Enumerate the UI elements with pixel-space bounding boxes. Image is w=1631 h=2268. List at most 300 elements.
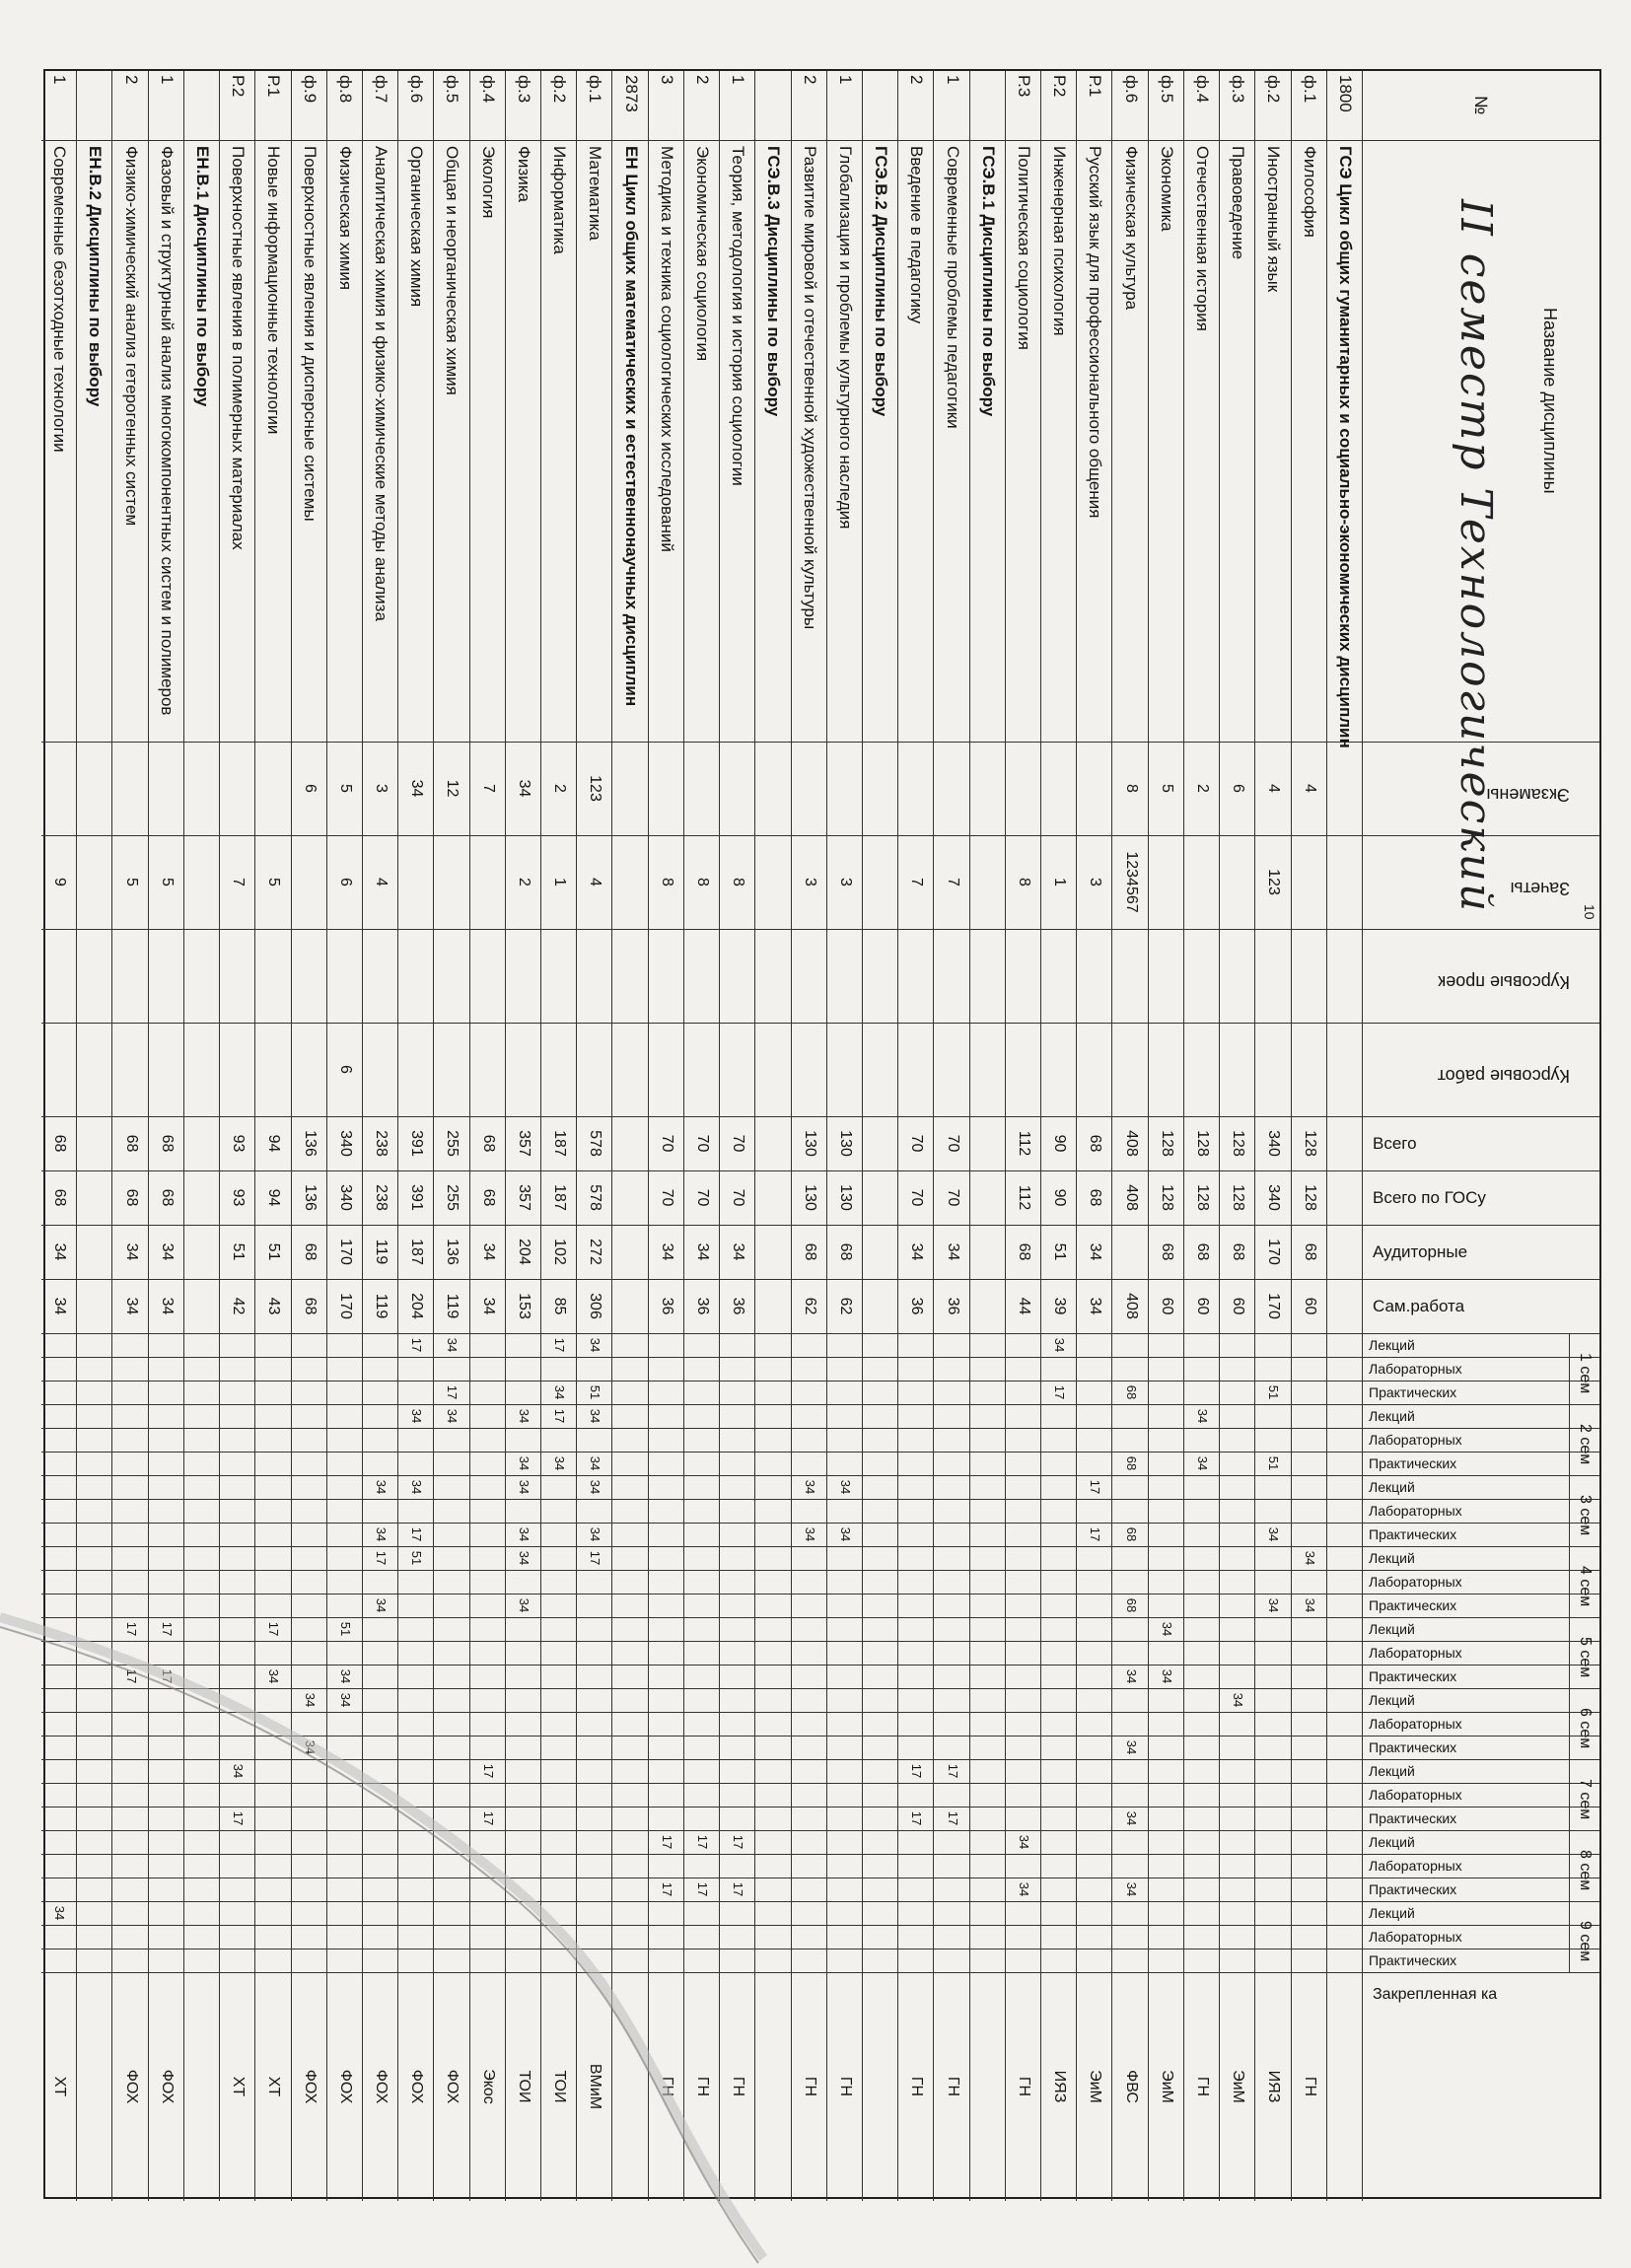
- cell-self: 36: [694, 1297, 711, 1315]
- semester-header-line: [1569, 1688, 1570, 1759]
- column-divider: [41, 1546, 1599, 1547]
- cell-self: 60: [1301, 1297, 1318, 1315]
- cell-aud: 170: [1265, 1239, 1283, 1265]
- cell-gos: 340: [1265, 1184, 1283, 1211]
- semester-header-line: [1569, 1759, 1570, 1830]
- cell-s7p: 17: [231, 1810, 247, 1826]
- cell-credit: 2: [515, 878, 532, 886]
- cell-exam: 3: [373, 784, 390, 793]
- cell-dept: ЭиМ: [1230, 2070, 1247, 2103]
- cell-total: 408: [1122, 1130, 1140, 1157]
- row-divider: [897, 71, 898, 2201]
- cell-dept: ГН: [944, 2076, 961, 2097]
- column-header-credit: Зачеты: [1510, 879, 1570, 898]
- handwritten-note: II семестр Технологический: [1451, 199, 1501, 914]
- cell-gos: 357: [515, 1184, 532, 1211]
- discipline-name: Развитие мировой и отечественной художественной культуры: [800, 146, 819, 630]
- row-code: 1800: [1335, 75, 1355, 112]
- cell-total: 70: [908, 1134, 926, 1153]
- cell-aud: 34: [908, 1242, 926, 1261]
- cell-exam: 4: [1265, 784, 1283, 793]
- cell-gos: 130: [836, 1184, 854, 1211]
- cell-aud: 68: [301, 1242, 319, 1261]
- cell-gos: 93: [230, 1188, 248, 1207]
- cell-credit: 7: [944, 878, 961, 886]
- cell-s1l: 34: [1052, 1337, 1068, 1353]
- discipline-name: Философия: [1300, 146, 1319, 238]
- cell-s3p: 34: [516, 1526, 532, 1542]
- cell-s3p: 34: [802, 1526, 817, 1542]
- semester-header-3: 3 сем: [1577, 1495, 1594, 1536]
- section-title: ЕН.В.2 Дисциплины по выбору: [86, 146, 106, 407]
- cell-total: 187: [551, 1130, 569, 1157]
- row-divider: [254, 71, 255, 2201]
- semester-header-4: 4 сем: [1577, 1566, 1594, 1607]
- cell-s5p: 17: [159, 1668, 175, 1684]
- cell-s8p: 17: [731, 1881, 746, 1897]
- cell-s7p: 17: [945, 1810, 960, 1826]
- discipline-name: Русский язык для профессионального общения: [1086, 146, 1105, 519]
- cell-total: 128: [1158, 1130, 1175, 1157]
- cell-aud: 136: [444, 1239, 461, 1265]
- cell-self: 34: [158, 1297, 176, 1315]
- column-header-number: №: [1471, 96, 1491, 115]
- discipline-name: Современные безотходные технологии: [50, 146, 70, 453]
- column-divider: [41, 1570, 1599, 1571]
- cell-s5p: 34: [266, 1668, 282, 1684]
- row-code: 2873: [621, 75, 641, 112]
- cell-total: 68: [1087, 1134, 1104, 1153]
- cell-credit: 7: [230, 878, 248, 886]
- cell-credit: 8: [658, 878, 675, 886]
- column-header-proj: Курсовые проек: [1438, 972, 1570, 992]
- column-divider: [41, 1759, 1599, 1760]
- row-divider: [1040, 71, 1041, 2201]
- cell-self: 62: [836, 1297, 854, 1315]
- cell-aud: 272: [587, 1239, 604, 1265]
- column-divider: [41, 1901, 1599, 1902]
- cell-self: 68: [301, 1297, 319, 1315]
- cell-s1l: 17: [409, 1337, 425, 1353]
- cell-total: 70: [730, 1134, 747, 1153]
- cell-s6p: 34: [1123, 1739, 1139, 1755]
- cell-gos: 94: [265, 1188, 283, 1207]
- cell-aud: 119: [373, 1239, 390, 1265]
- section-title: ГСЭ.В.1 Дисциплины по выбору: [978, 146, 998, 417]
- semester-subheader: Практических: [1369, 1810, 1457, 1826]
- semester-subheader: Лекций: [1369, 1763, 1415, 1779]
- cell-s5l: 17: [266, 1621, 282, 1637]
- cell-gos: 90: [1051, 1188, 1069, 1207]
- cell-s6p: 34: [302, 1739, 318, 1755]
- semester-header-line: [1569, 1546, 1570, 1617]
- cell-s1p: 17: [1052, 1384, 1068, 1400]
- cell-exam: 5: [1158, 784, 1175, 793]
- cell-credit: 3: [801, 878, 818, 886]
- section-title: ЕН.В.1 Дисциплины по выбору: [192, 146, 212, 407]
- cell-dept: ЭиМ: [1158, 2070, 1175, 2103]
- cell-dept: ФОХ: [336, 2069, 354, 2104]
- cell-s6l: 34: [1231, 1692, 1246, 1708]
- discipline-name: Физическая культура: [1121, 146, 1141, 311]
- cell-total: 128: [1301, 1130, 1318, 1157]
- cell-aud: 68: [836, 1242, 854, 1261]
- row-divider: [326, 71, 327, 2201]
- cell-s3p: 34: [1266, 1526, 1282, 1542]
- cell-s8p: 34: [1123, 1881, 1139, 1897]
- row-divider: [111, 71, 112, 2201]
- row-divider: [1219, 71, 1220, 2201]
- column-header-aud: Аудиторные: [1373, 1242, 1468, 1261]
- cell-credit: 1: [551, 878, 569, 886]
- column-header-total: Всего: [1373, 1134, 1417, 1153]
- row-divider: [1076, 71, 1077, 2201]
- cell-self: 85: [551, 1297, 569, 1315]
- column-divider: [41, 1830, 1599, 1831]
- row-divider: [1148, 71, 1149, 2201]
- row-code: ф.5: [443, 75, 462, 104]
- row-divider: [1291, 71, 1292, 2201]
- cell-s2p: 34: [552, 1455, 568, 1471]
- cell-s2p: 34: [516, 1455, 532, 1471]
- column-header-name: Название дисциплины: [1540, 308, 1560, 494]
- row-code: 2: [121, 75, 141, 85]
- row-divider: [291, 71, 292, 2201]
- semester-subheader: Практических: [1369, 1739, 1457, 1755]
- discipline-name: Поверхностные явления и дисперсные системы: [300, 146, 319, 522]
- cell-s7l: 17: [945, 1763, 960, 1779]
- cell-gos: 70: [694, 1188, 711, 1207]
- discipline-name: Физико-химический анализ гетерогенных систем: [121, 146, 141, 527]
- semester-header-8: 8 сем: [1577, 1850, 1594, 1891]
- cell-s5l: 17: [123, 1621, 139, 1637]
- cell-aud: 51: [265, 1242, 283, 1261]
- cell-aud: 34: [51, 1242, 69, 1261]
- semester-header-5: 5 сем: [1577, 1637, 1594, 1678]
- cell-s1l: 17: [552, 1337, 568, 1353]
- cell-s5l: 34: [1159, 1621, 1174, 1637]
- cell-s3l: 34: [588, 1479, 603, 1495]
- cell-dept: ФОХ: [301, 2069, 319, 2104]
- row-code: ф.6: [407, 75, 427, 104]
- cell-self: 36: [730, 1297, 747, 1315]
- cell-gos: 68: [158, 1188, 176, 1207]
- cell-s4p: 68: [1123, 1597, 1139, 1613]
- discipline-name: Глобализация и проблемы культурного наследия: [835, 146, 855, 530]
- discipline-name: Экономическая социология: [693, 146, 712, 362]
- cell-aud: 34: [730, 1242, 747, 1261]
- semester-subheader: Лабораторных: [1369, 1574, 1462, 1590]
- cell-dept: ГН: [836, 2076, 854, 2097]
- column-header-gos: Всего по ГОСу: [1373, 1188, 1486, 1207]
- cell-dept: ГН: [801, 2076, 818, 2097]
- cell-s1l: 34: [445, 1337, 461, 1353]
- cell-s8p: 34: [1016, 1881, 1031, 1897]
- column-divider: [41, 929, 1599, 930]
- cell-credit: 1: [1051, 878, 1069, 886]
- row-divider: [933, 71, 934, 2201]
- cell-credit: 7: [908, 878, 926, 886]
- discipline-name: Информатика: [550, 146, 570, 254]
- cell-total: 94: [265, 1134, 283, 1153]
- semester-subheader: Практических: [1369, 1384, 1457, 1400]
- row-code: ф.2: [1264, 75, 1284, 104]
- row-code: Р.3: [1014, 75, 1033, 98]
- semester-subheader: Лабораторных: [1369, 1432, 1462, 1448]
- cell-exam: 34: [515, 779, 532, 798]
- cell-credit: 5: [122, 878, 140, 886]
- cell-s2l: 34: [516, 1408, 532, 1424]
- cell-aud: 34: [1087, 1242, 1104, 1261]
- cell-aud: 34: [158, 1242, 176, 1261]
- row-code: ф.9: [300, 75, 319, 104]
- discipline-name: Общая и неорганическая химия: [443, 146, 462, 395]
- cell-s5p: 34: [337, 1668, 353, 1684]
- cell-self: 34: [1087, 1297, 1104, 1315]
- semester-subheader: Практических: [1369, 1455, 1457, 1471]
- cell-exam: 34: [408, 779, 426, 798]
- cell-dept: ТОИ: [515, 2070, 532, 2103]
- cell-exam: 123: [587, 775, 604, 802]
- cell-self: 306: [587, 1293, 604, 1319]
- cell-gos: 70: [944, 1188, 961, 1207]
- column-divider: [41, 1023, 1599, 1024]
- column-divider: [41, 1854, 1599, 1855]
- cell-s7l: 17: [480, 1763, 496, 1779]
- cell-aud: 187: [408, 1239, 426, 1265]
- cell-aud: 51: [230, 1242, 248, 1261]
- cell-self: 119: [373, 1293, 390, 1319]
- cell-total: 68: [158, 1134, 176, 1153]
- cell-dept: ГН: [1194, 2076, 1212, 2097]
- row-code: Р.1: [264, 75, 284, 98]
- row-code: 1: [943, 75, 962, 85]
- cell-total: 340: [1265, 1130, 1283, 1157]
- cell-s1p: 51: [588, 1384, 603, 1400]
- cell-s1p: 17: [445, 1384, 461, 1400]
- cell-s2p: 34: [588, 1455, 603, 1471]
- row-code: 3: [657, 75, 676, 85]
- cell-s5p: 17: [123, 1668, 139, 1684]
- column-divider: [41, 1641, 1599, 1642]
- cell-self: 153: [515, 1293, 532, 1319]
- semester-header-9: 9 сем: [1577, 1921, 1594, 1962]
- row-divider: [791, 71, 792, 2201]
- discipline-name: Методика и техника социологических исследований: [657, 146, 676, 552]
- cell-total: 112: [1015, 1130, 1032, 1157]
- column-header-assigned: Закрепленная ка: [1373, 1986, 1498, 2003]
- cell-self: 36: [908, 1297, 926, 1315]
- cell-s3l: 34: [374, 1479, 390, 1495]
- cell-total: 340: [336, 1130, 354, 1157]
- cell-credit: 4: [373, 878, 390, 886]
- cell-dept: ФВС: [1122, 2070, 1140, 2103]
- semester-subheader: Лекций: [1369, 1905, 1415, 1921]
- cell-self: 39: [1051, 1297, 1069, 1315]
- cell-exam: 12: [444, 779, 461, 798]
- cell-gos: 255: [444, 1184, 461, 1211]
- cell-gos: 68: [122, 1188, 140, 1207]
- row-divider: [433, 71, 434, 2201]
- cell-dept: ТОИ: [551, 2070, 569, 2103]
- column-divider: [41, 140, 1599, 141]
- cell-s4p: 34: [374, 1597, 390, 1613]
- cell-s3l: 17: [1088, 1479, 1103, 1495]
- column-divider: [41, 1712, 1599, 1713]
- semester-header-6: 6 сем: [1577, 1708, 1594, 1749]
- cell-self: 204: [408, 1293, 426, 1319]
- cell-self: 170: [336, 1293, 354, 1319]
- cell-s7p: 17: [909, 1810, 925, 1826]
- cell-self: 408: [1122, 1293, 1140, 1319]
- row-code: 2: [800, 75, 819, 85]
- row-divider: [397, 71, 398, 2201]
- cell-s2l: 34: [409, 1408, 425, 1424]
- cell-exam: 7: [479, 784, 497, 793]
- cell-total: 238: [373, 1130, 390, 1157]
- cell-s3l: 34: [802, 1479, 817, 1495]
- row-code: 1: [50, 75, 70, 85]
- cell-total: 130: [836, 1130, 854, 1157]
- cell-total: 70: [658, 1134, 675, 1153]
- cell-s1p: 68: [1123, 1384, 1139, 1400]
- cell-gos: 68: [1087, 1188, 1104, 1207]
- cell-gos: 130: [801, 1184, 818, 1211]
- cell-s4p: 34: [516, 1597, 532, 1613]
- semester-subheader: Лабораторных: [1369, 1858, 1462, 1874]
- section-title: ЕН Цикл общих математических и естественнонаучных дисциплин: [621, 146, 641, 707]
- cell-exam: 4: [1301, 784, 1318, 793]
- cell-dept: ФОХ: [122, 2069, 140, 2104]
- row-code: ф.1: [586, 75, 605, 104]
- row-code: ф.1: [1300, 75, 1319, 104]
- cell-s1l: 34: [588, 1337, 603, 1353]
- row-divider: [1254, 71, 1255, 2201]
- cell-gos: 391: [408, 1184, 426, 1211]
- cell-s8l: 17: [695, 1834, 710, 1850]
- cell-dept: ХТ: [230, 2076, 248, 2097]
- cell-gos: 136: [301, 1184, 319, 1211]
- row-code: ф.4: [478, 75, 498, 104]
- section-title: ГСЭ.В.2 Дисциплины по выбору: [872, 146, 891, 417]
- semester-header-2: 2 сем: [1577, 1424, 1594, 1465]
- row-divider: [576, 71, 577, 2201]
- cell-s9l: 34: [52, 1905, 68, 1921]
- row-divider: [611, 71, 612, 2201]
- cell-total: 128: [1230, 1130, 1247, 1157]
- cell-aud: 51: [1051, 1242, 1069, 1261]
- cell-s8l: 34: [1016, 1834, 1031, 1850]
- semester-subheader: Практических: [1369, 1952, 1457, 1968]
- cell-s7l: 34: [231, 1763, 247, 1779]
- cell-gos: 128: [1194, 1184, 1212, 1211]
- row-code: ф.3: [514, 75, 533, 104]
- semester-header-7: 7 сем: [1577, 1779, 1594, 1820]
- cell-dept: ГН: [658, 2076, 675, 2097]
- cell-aud: 68: [1015, 1242, 1032, 1261]
- cell-dept: ГН: [730, 2076, 747, 2097]
- semester-header-line: [1569, 1475, 1570, 1546]
- column-divider: [41, 1523, 1599, 1524]
- cell-aud: 68: [1194, 1242, 1212, 1261]
- section-title: ГСЭ Цикл общих гуманитарных и социально-экономических дисциплин: [1335, 146, 1355, 748]
- cell-gos: 187: [551, 1184, 569, 1211]
- cell-gos: 128: [1158, 1184, 1175, 1211]
- cell-dept: ИЯЗ: [1051, 2070, 1069, 2103]
- cell-s5l: 51: [337, 1621, 353, 1637]
- cell-total: 255: [444, 1130, 461, 1157]
- cell-self: 34: [51, 1297, 69, 1315]
- semester-subheader: Лабораторных: [1369, 1716, 1462, 1732]
- row-divider: [1183, 71, 1184, 2201]
- column-divider: [41, 1594, 1599, 1595]
- semester-subheader: Лекций: [1369, 1621, 1415, 1637]
- cell-s2l: 34: [445, 1408, 461, 1424]
- semester-subheader: Лабораторных: [1369, 1929, 1462, 1945]
- semester-subheader: Лабораторных: [1369, 1787, 1462, 1803]
- row-divider: [719, 71, 720, 2201]
- semester-header-line: [1569, 1333, 1570, 1404]
- cell-s3p: 34: [588, 1526, 603, 1542]
- cell-credit: 5: [265, 878, 283, 886]
- cell-s8p: 17: [695, 1881, 710, 1897]
- cell-self: 60: [1158, 1297, 1175, 1315]
- cell-s1p: 34: [552, 1384, 568, 1400]
- cell-s7p: 34: [1123, 1810, 1139, 1826]
- cell-aud: 34: [122, 1242, 140, 1261]
- cell-s3p: 34: [374, 1526, 390, 1542]
- cell-total: 68: [479, 1134, 497, 1153]
- row-divider: [469, 71, 470, 2201]
- cell-exam: 8: [1122, 784, 1140, 793]
- cell-s2p: 34: [1195, 1455, 1211, 1471]
- cell-total: 357: [515, 1130, 532, 1157]
- cell-self: 42: [230, 1297, 248, 1315]
- cell-credit: 6: [336, 878, 354, 886]
- curriculum-table: [43, 69, 1601, 2199]
- cell-credit: 3: [1087, 878, 1104, 886]
- discipline-name: Теория, методология и история социологии: [729, 146, 748, 486]
- semester-subheader: Лекций: [1369, 1479, 1415, 1495]
- semester-subheader: Практических: [1369, 1668, 1457, 1684]
- cell-gos: 70: [658, 1188, 675, 1207]
- row-divider: [1005, 71, 1006, 2201]
- column-divider: [41, 1475, 1599, 1476]
- cell-s3l: 34: [837, 1479, 853, 1495]
- cell-total: 130: [801, 1130, 818, 1157]
- cell-exam: 2: [551, 784, 569, 793]
- corner-mark: 10: [1582, 904, 1597, 920]
- cell-self: 119: [444, 1293, 461, 1319]
- cell-s2p: 51: [1266, 1455, 1282, 1471]
- cell-s3p: 17: [1088, 1526, 1103, 1542]
- cell-s5l: 17: [159, 1621, 175, 1637]
- discipline-name: Физика: [514, 146, 533, 202]
- cell-gos: 128: [1230, 1184, 1247, 1211]
- cell-aud: 204: [515, 1239, 532, 1265]
- row-code: Р.1: [1086, 75, 1105, 98]
- cell-self: 62: [801, 1297, 818, 1315]
- cell-dept: ГН: [694, 2076, 711, 2097]
- cell-credit: 8: [730, 878, 747, 886]
- cell-dept: ХТ: [51, 2076, 69, 2097]
- cell-dept: ИЯЗ: [1265, 2070, 1283, 2103]
- cell-total: 70: [944, 1134, 961, 1153]
- semester-header-line: [1569, 1404, 1570, 1475]
- cell-total: 68: [122, 1134, 140, 1153]
- cell-total: 93: [230, 1134, 248, 1153]
- cell-credit: 8: [694, 878, 711, 886]
